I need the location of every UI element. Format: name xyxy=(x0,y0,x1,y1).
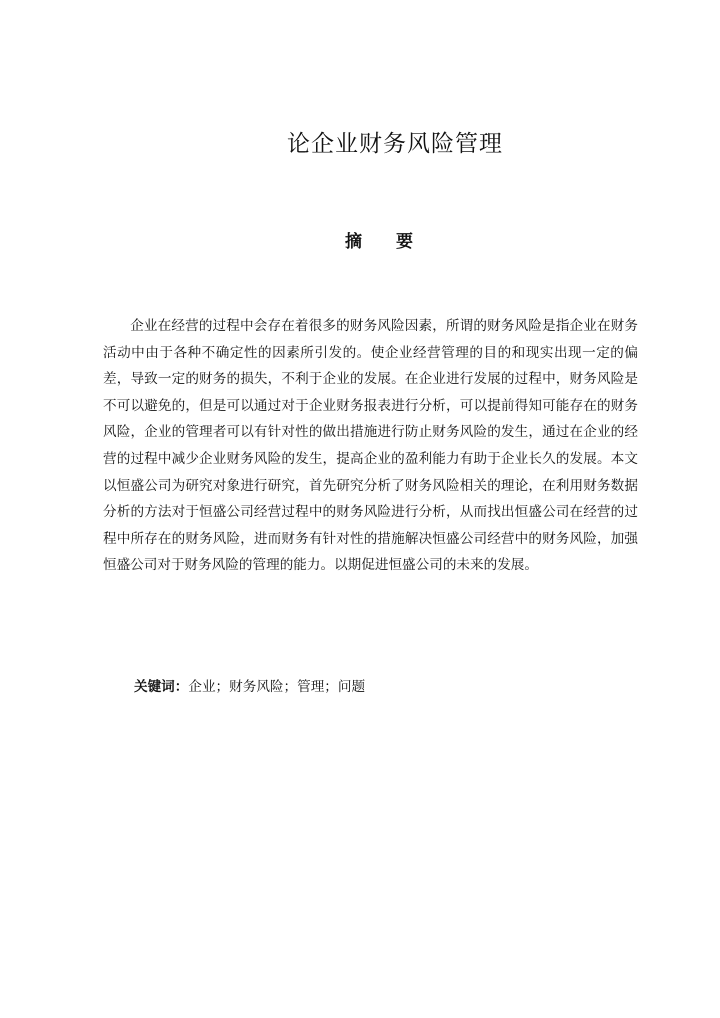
keywords-line xyxy=(134,676,634,698)
abstract-heading: 摘 要 xyxy=(345,232,427,252)
document-title: 论企业财务风险管理 xyxy=(287,131,503,157)
keywords-value: 企业；财务风险；管理；问题 xyxy=(188,679,366,695)
abstract-body: 企业在经营的过程中会存在着很多的财务风险因素，所谓的财务风险是指企业在财务活动中由于各种不确定性的因素所引发的。使企业经营管理的目的和现实出现一定的偏差，导致一定的财务的损失，不利于企业的发展。在企业进行发展的过程中，财务风险是不可以避免的，但是可以通过对于企业财务报表进行分析，可以提前得知可能存在的财务风险，企业的管理者可以有针对性的做出措施进行防止财务风险的发生，通过在企业的经营的过程中减少企业财务风险的发生，提高企业的盈利能力有助于企业长久的发展。本文以恒盛公司为研究对象进行研究，首先研究分析了财务风险相关的理论，在利用财务数据分析的方法对于恒盛公司经营过程中的财务风险进行分析，从而找出恒盛公司在经营的过程中所存在的财务风险，进而财务有针对性的措施解决恒盛公司经营中的财务风险，加强恒盛公司对于财务风险的管理的能力。以期促进恒盛公司的未来的发展。 xyxy=(103,318,638,574)
keywords-label: 关键词： xyxy=(134,679,189,695)
